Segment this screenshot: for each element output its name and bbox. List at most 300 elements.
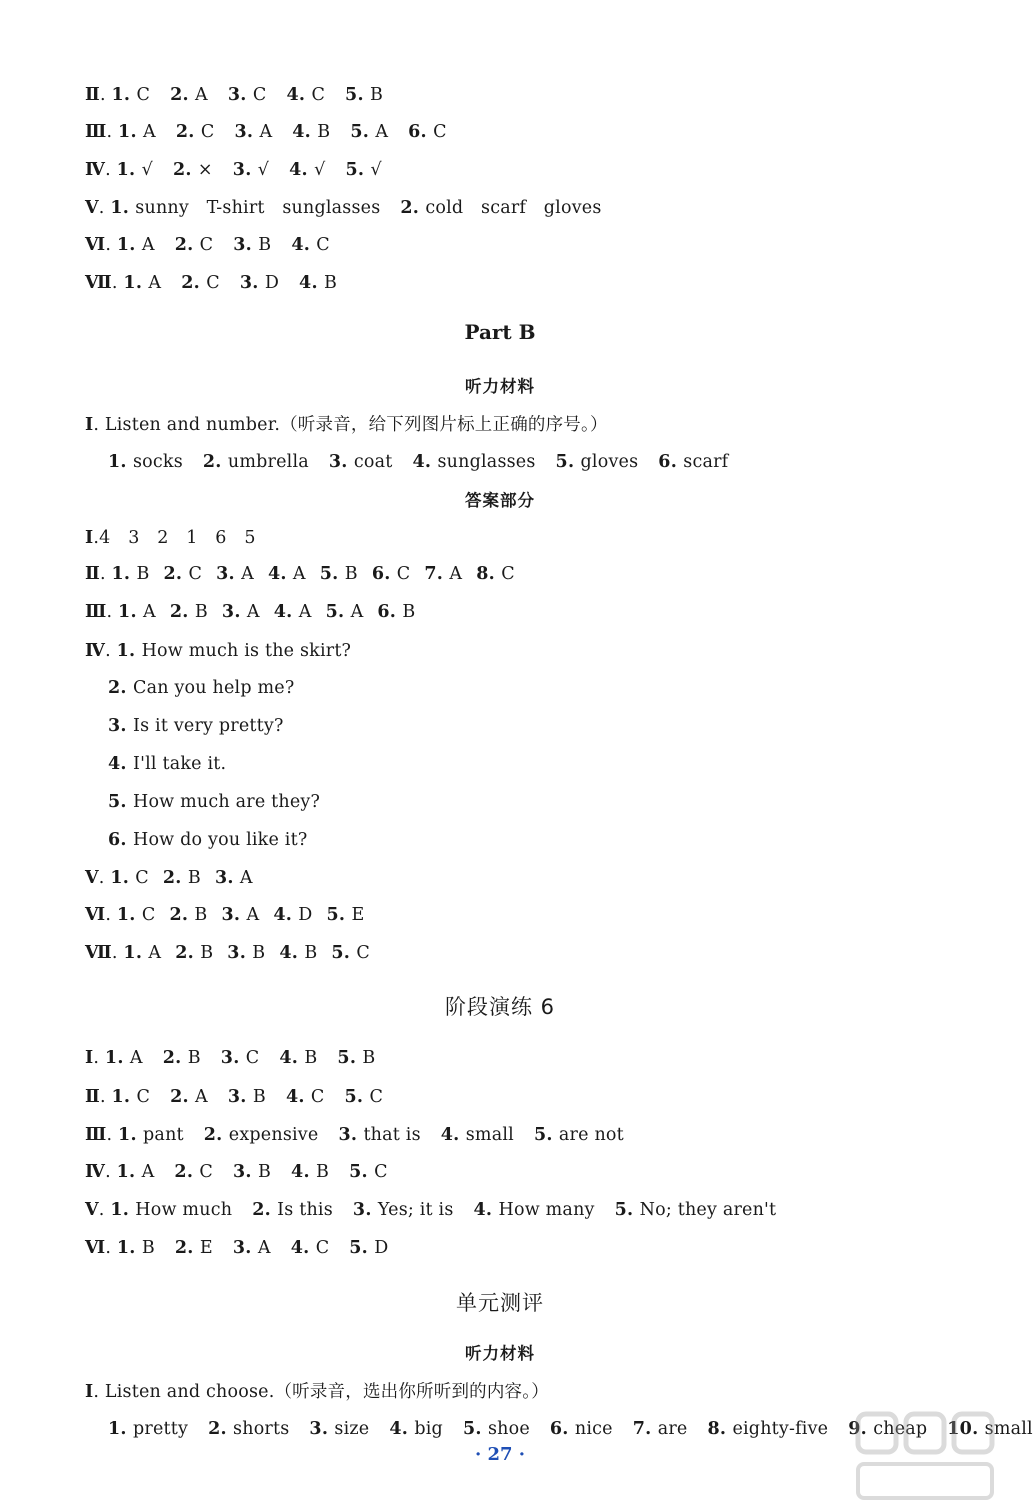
item-number: 1: [108, 452, 121, 472]
item-text: Is it very pretty?: [132, 716, 284, 736]
item-dot: .: [245, 1238, 258, 1258]
item-answer: C: [206, 273, 220, 293]
answer-line: [85, 1084, 383, 1109]
item-answer: eighty-five: [732, 1419, 829, 1439]
item-dot: .: [356, 1087, 370, 1107]
item-answer: B: [316, 1162, 330, 1182]
item-answer: C: [374, 1162, 388, 1182]
item-answer: nice: [574, 1419, 613, 1439]
item-number: 2: [108, 678, 121, 698]
item-dot: .: [286, 602, 299, 622]
item-number: 3: [239, 273, 253, 293]
item-answer: C: [199, 1162, 213, 1182]
item-dot: .: [120, 792, 133, 812]
item-answer: B: [258, 235, 272, 255]
part-b-listening-instruction: Ⅰ. Listen and number.（听录音，给下列图片标上正确的序号。）: [85, 414, 608, 435]
roman-dot: .: [106, 1125, 119, 1145]
item-answer: gloves: [580, 452, 639, 472]
item-answer: B: [194, 602, 208, 622]
stage-practice-title: 阶段演练 6: [444, 995, 556, 1019]
answer-line: [85, 1235, 389, 1260]
item-number: 2: [172, 160, 186, 180]
answer-line: [85, 1197, 776, 1222]
answer-line: [85, 119, 447, 144]
part-b-answers-heading: 答案部分: [465, 491, 535, 510]
item-dot: .: [424, 452, 438, 472]
item-number: 1: [110, 1200, 123, 1220]
item-number: 1: [111, 1087, 124, 1107]
item-answer: C: [245, 1048, 260, 1068]
item-answer: pretty: [132, 1419, 189, 1439]
item-dot: .: [343, 943, 357, 963]
item-answer: B: [252, 1087, 266, 1107]
item-dot: .: [122, 1200, 136, 1220]
item-answer: C: [252, 85, 267, 105]
item-answer: C: [199, 235, 214, 255]
item-answer: A: [257, 1238, 271, 1258]
roman-dot: .: [106, 122, 119, 142]
answer-line: [85, 940, 370, 965]
item-answer: C: [356, 943, 370, 963]
item-number: 5: [462, 1419, 476, 1439]
item-number: 5: [349, 1238, 362, 1258]
roman-numeral: Ⅵ: [85, 904, 106, 924]
item-number: 3: [352, 1200, 366, 1220]
item-answer: shorts: [233, 1419, 290, 1439]
item-answer: that is: [363, 1125, 421, 1145]
part-b-title: Part B: [464, 320, 536, 344]
item-dot: .: [332, 564, 345, 584]
item-dot: .: [123, 85, 137, 105]
item-dot: .: [130, 122, 144, 142]
item-dot: .: [436, 564, 450, 584]
item-number: 1: [111, 564, 124, 584]
roman-dot: .: [99, 1087, 112, 1107]
item-dot: .: [670, 452, 684, 472]
item-dot: .: [301, 160, 315, 180]
item-number: 5: [555, 452, 568, 472]
item-number: 5: [108, 792, 121, 812]
answer-line: [85, 157, 382, 182]
item-number: 1: [116, 1162, 129, 1182]
item-answer: D: [264, 273, 280, 293]
item-dot: .: [182, 85, 196, 105]
roman-numeral: Ⅰ: [85, 1381, 94, 1401]
answer-line: [85, 1122, 624, 1147]
item-dot: .: [117, 1048, 130, 1068]
item-text: I'll take it.: [132, 754, 227, 774]
item-dot: .: [562, 1419, 575, 1439]
item-dot: .: [361, 1238, 375, 1258]
item-number: 7: [424, 564, 437, 584]
item-answer: small: [465, 1125, 514, 1145]
answer-line: [85, 270, 337, 295]
item-dot: .: [357, 85, 371, 105]
roman-dot: .: [106, 602, 119, 622]
answer-line: [85, 599, 415, 624]
item-dot: .: [122, 198, 136, 218]
q4-line: [108, 790, 320, 814]
item-number: 5: [614, 1200, 628, 1220]
item-number: 2: [208, 1419, 221, 1439]
item-answer: D: [374, 1238, 389, 1258]
item-number: 2: [170, 1087, 183, 1107]
answer-line: [85, 1159, 388, 1184]
item-dot: .: [228, 564, 242, 584]
item-dot: .: [488, 564, 502, 584]
item-dot: .: [234, 602, 247, 622]
item-answer: B: [317, 122, 331, 142]
item-number: 5: [337, 1048, 350, 1068]
item-number: 3: [221, 602, 235, 622]
roman-dot: .: [105, 235, 117, 255]
item-dot: .: [389, 602, 403, 622]
item-number: 5: [349, 1162, 362, 1182]
item-number: 3: [338, 1125, 351, 1145]
item-answer: shoe: [487, 1419, 530, 1439]
item-number: 2: [162, 868, 176, 888]
item-answer: scarf: [683, 452, 729, 472]
item-dot: .: [245, 1162, 258, 1182]
item-dot: .: [123, 1087, 137, 1107]
item-dot: .: [412, 198, 426, 218]
item-answer: A: [141, 1162, 155, 1182]
item-number: 4: [108, 754, 121, 774]
item-number: 7: [632, 1419, 646, 1439]
item-answer: C: [135, 868, 149, 888]
roman-numeral: Ⅱ: [85, 84, 100, 104]
item-dot: .: [350, 1125, 364, 1145]
item-answer: B: [362, 1048, 376, 1068]
answer-line: [85, 1045, 375, 1070]
item-number: 1: [123, 943, 136, 963]
item-number: 6: [658, 452, 671, 472]
item-dot: .: [120, 1419, 133, 1439]
roman-dot: .: [105, 1162, 117, 1182]
item-answer: A: [141, 235, 155, 255]
item-number: 2: [181, 273, 194, 293]
roman-numeral: Ⅶ: [85, 942, 112, 962]
item-number: 4: [279, 943, 292, 963]
item-number: 4: [285, 1087, 299, 1107]
page-number: · 27 ·: [474, 1444, 526, 1465]
q4-line: [108, 714, 284, 738]
item-answer: B: [344, 564, 358, 584]
item-number: 6: [549, 1419, 563, 1439]
unit-test-instruction: Ⅰ. Listen and choose.（听录音，选出你所听到的内容。）: [85, 1381, 549, 1402]
roman-dot: .: [105, 1238, 117, 1258]
item-dot: .: [365, 1200, 378, 1220]
item-number: 4: [286, 85, 299, 105]
item-answer: small: [984, 1419, 1033, 1439]
item-answer: A: [292, 564, 306, 584]
item-answer: expensive: [228, 1125, 319, 1145]
item-answer: C: [316, 235, 330, 255]
item-answer: C: [188, 564, 203, 584]
item-answer: B: [136, 564, 150, 584]
item-answer: No; they aren't: [639, 1200, 777, 1220]
item-number: 2: [170, 85, 183, 105]
item-number: 2: [169, 905, 182, 925]
item-answer: A: [246, 602, 260, 622]
item-dot: .: [187, 235, 200, 255]
item-dot: .: [175, 564, 189, 584]
q4-line: [108, 828, 307, 852]
item-answer: C: [136, 85, 151, 105]
instruction-text: Listen and choose.（听录音，选出你所听到的内容。）: [104, 1382, 549, 1402]
part-b-answer-line-1: Ⅰ.4 3 2 1 6 5: [85, 527, 256, 548]
item-dot: .: [246, 122, 260, 142]
item-dot: .: [280, 564, 293, 584]
item-dot: .: [453, 1125, 466, 1145]
item-answer: A: [148, 943, 162, 963]
item-number: 3: [328, 452, 342, 472]
item-answer: How many: [498, 1200, 595, 1220]
item-answer: B: [187, 1048, 201, 1068]
item-dot: .: [860, 1419, 874, 1439]
item-dot: .: [240, 85, 253, 105]
item-dot: .: [185, 160, 198, 180]
item-dot: .: [361, 1162, 375, 1182]
item-text: Can you help me?: [132, 678, 295, 698]
item-dot: .: [186, 1162, 200, 1182]
item-dot: .: [298, 1087, 311, 1107]
item-dot: .: [122, 868, 136, 888]
item-dot: .: [175, 868, 188, 888]
item-answer: C: [433, 122, 447, 142]
item-dot: .: [128, 160, 142, 180]
item-answer: cold scarf gloves: [425, 198, 602, 218]
part-b-listening-heading: 听力材料: [465, 377, 535, 396]
roman-dot: .: [111, 273, 124, 293]
item-answer: B: [187, 868, 201, 888]
item-answer: size: [334, 1419, 370, 1439]
item-number: 2: [175, 122, 189, 142]
item-dot: .: [291, 1048, 305, 1068]
item-dot: .: [475, 1419, 488, 1439]
roman-numeral: Ⅱ: [85, 1086, 100, 1106]
item-dot: .: [252, 273, 265, 293]
item-number: 5: [345, 160, 358, 180]
item-number: 3: [309, 1419, 322, 1439]
item-answer: sunglasses: [437, 452, 536, 472]
answer-line: [85, 195, 602, 220]
item-number: 4: [291, 235, 304, 255]
item-number: 5: [326, 905, 339, 925]
item-number: 1: [116, 1238, 130, 1258]
item-answer: B: [304, 943, 318, 963]
item-number: 4: [289, 160, 302, 180]
item-number: 5: [350, 122, 363, 142]
item-answer: Is this: [277, 1200, 333, 1220]
item-number: 2: [163, 564, 176, 584]
item-number: 2: [175, 943, 188, 963]
item-number: 2: [202, 452, 216, 472]
item-answer: ×: [197, 160, 213, 180]
part-b-q4-line-1: Ⅳ. 1. How much is the skirt?: [85, 640, 352, 661]
q4-line: [108, 676, 294, 700]
item-number: 4: [440, 1125, 454, 1145]
item-dot: .: [303, 235, 317, 255]
item-number: 1: [116, 905, 130, 925]
roman-numeral: Ⅵ: [85, 234, 106, 254]
item-number: 3: [221, 905, 234, 925]
roman-numeral: Ⅰ: [85, 527, 94, 547]
item-number: 5: [344, 1087, 357, 1107]
item-dot: .: [303, 1238, 316, 1258]
item-number: 6: [108, 830, 121, 850]
answer-line: [85, 561, 515, 586]
watermark-logo: [850, 1404, 1000, 1506]
item-dot: .: [130, 602, 144, 622]
item-answer: A: [195, 85, 208, 105]
roman-dot: .: [99, 85, 112, 105]
item-dot: .: [401, 1419, 415, 1439]
item-dot: .: [129, 1238, 142, 1258]
item-answer: Yes; it is: [377, 1200, 454, 1220]
item-answer: C: [310, 1087, 325, 1107]
item-dot: .: [341, 452, 354, 472]
item-number: 2: [252, 1200, 265, 1220]
item-answer: pant: [143, 1125, 184, 1145]
item-dot: .: [227, 868, 240, 888]
item-number: 2: [169, 602, 183, 622]
item-number: 1: [104, 1048, 118, 1068]
item-number: 1: [118, 602, 131, 622]
item-dot: .: [188, 122, 201, 142]
item-answer: C: [315, 1238, 330, 1258]
item-number: 6: [377, 602, 390, 622]
item-answer: A: [246, 905, 260, 925]
roman-numeral: Ⅳ: [85, 1161, 106, 1181]
item-answer: big: [414, 1419, 443, 1439]
item-dot: .: [485, 1200, 499, 1220]
roman-numeral: Ⅶ: [85, 272, 112, 292]
item-dot: .: [120, 754, 133, 774]
item-answer: √: [370, 160, 382, 180]
item-number: 10: [947, 1419, 973, 1439]
item-dot: .: [220, 1419, 234, 1439]
item-number: 1: [123, 273, 136, 293]
item-number: 5: [345, 85, 358, 105]
item-answer: B: [194, 905, 208, 925]
unit-test-title: 单元测评: [456, 1291, 544, 1315]
item-answer: C: [200, 122, 215, 142]
item-number: 5: [331, 943, 344, 963]
item-answer: C: [141, 905, 156, 925]
answer-line: [85, 902, 365, 927]
item-dot: .: [304, 122, 318, 142]
item-answer: A: [298, 602, 312, 622]
item-dot: .: [291, 943, 305, 963]
item-number: 1: [116, 160, 129, 180]
item-dot: .: [120, 830, 133, 850]
roman-dot: .: [93, 1048, 105, 1068]
roman-dot: .: [105, 905, 117, 925]
item-answer: How much: [135, 1200, 233, 1220]
item-number: 2: [174, 1238, 188, 1258]
roman-numeral: Ⅴ: [85, 867, 99, 887]
item-number: 1: [118, 122, 131, 142]
item-number: 6: [371, 564, 385, 584]
item-dot: .: [233, 1048, 246, 1068]
item-number: 5: [325, 602, 338, 622]
roman-numeral: Ⅴ: [85, 197, 99, 217]
item-answer: E: [351, 905, 365, 925]
item-number: 2: [203, 1125, 217, 1145]
roman-dot: .: [98, 198, 111, 218]
item-dot: .: [135, 273, 149, 293]
item-number: 1: [116, 641, 129, 661]
item-dot: .: [420, 122, 434, 142]
item-dot: .: [357, 160, 371, 180]
item-dot: .: [120, 678, 133, 698]
item-number: 3: [227, 1087, 241, 1107]
item-text: How do you like it?: [132, 830, 308, 850]
item-dot: .: [338, 905, 352, 925]
unit-test-listening-heading: 听力材料: [465, 1344, 535, 1363]
item-answer: umbrella: [227, 452, 309, 472]
item-number: 2: [400, 198, 413, 218]
item-answer: A: [375, 122, 389, 142]
item-answer: C: [396, 564, 411, 584]
part-b-listening-items: [108, 450, 728, 474]
item-dot: .: [311, 273, 325, 293]
item-answer: B: [324, 273, 338, 293]
item-answer: √: [257, 160, 270, 180]
answer-line: [85, 82, 383, 107]
roman-numeral: Ⅱ: [85, 563, 100, 583]
item-answer: C: [501, 564, 515, 584]
item-dot: .: [245, 160, 258, 180]
item-dot: .: [187, 943, 201, 963]
item-number: 4: [292, 122, 305, 142]
item-dot: .: [627, 1200, 640, 1220]
answer-line: [85, 232, 330, 257]
item-answer: B: [252, 943, 266, 963]
item-number: 4: [412, 452, 425, 472]
item-dot: .: [175, 1048, 188, 1068]
item-number: 4: [267, 564, 281, 584]
item-number: 3: [108, 716, 121, 736]
roman-numeral: Ⅳ: [85, 640, 106, 660]
item-number: 1: [111, 85, 124, 105]
answer-text: 4 3 2 1 6 5: [99, 528, 256, 548]
item-answer: B: [304, 1048, 318, 1068]
roman-numeral: Ⅲ: [85, 121, 107, 141]
item-dot: .: [181, 905, 195, 925]
item-number: 4: [389, 1419, 402, 1439]
q4-line: [108, 752, 226, 776]
item-answer: are: [657, 1419, 688, 1439]
item-number: 4: [273, 905, 286, 925]
item-dot: .: [285, 905, 299, 925]
item-dot: .: [120, 452, 133, 472]
item-number: 3: [214, 868, 228, 888]
item-dot: .: [129, 905, 142, 925]
item-answer: A: [143, 602, 156, 622]
roman-numeral: Ⅳ: [85, 159, 106, 179]
item-answer: D: [298, 905, 313, 925]
roman-dot: .: [99, 564, 112, 584]
item-answer: A: [239, 868, 253, 888]
item-answer: B: [200, 943, 214, 963]
item-dot: .: [337, 602, 351, 622]
item-dot: .: [128, 1162, 142, 1182]
item-answer: coat: [353, 452, 393, 472]
item-dot: .: [182, 1087, 196, 1107]
item-answer: sunny T-shirt sunglasses: [135, 198, 381, 218]
